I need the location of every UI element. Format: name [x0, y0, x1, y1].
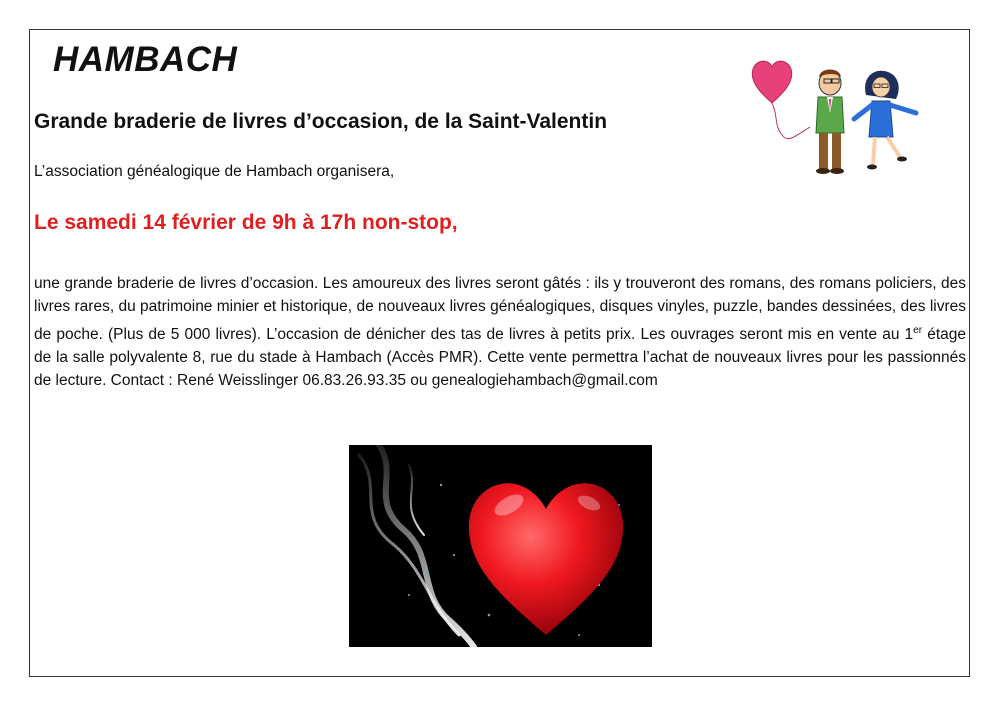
man-figure-icon — [816, 70, 844, 175]
event-date: Le samedi 14 février de 9h à 17h non-stop, — [34, 211, 458, 234]
page-title: HAMBACH — [53, 40, 238, 79]
event-subtitle: Grande braderie de livres d’occasion, de la Saint-Valentin — [34, 110, 608, 133]
intro-text: L’association généalogique de Hambach organisera, — [34, 163, 395, 180]
woman-figure-icon — [854, 71, 916, 170]
ordinal-superscript: er — [913, 324, 923, 336]
description-part-2: étage de la salle polyvalente 8, rue du stade à Hambach (Accès PMR). Cette vente permettra l’achat de nouveaux livres pour les passionnés de lecture. Contact : René Weisslinger 06.83.26.93.35 ou genealogiehambach@gmail.com — [34, 325, 966, 390]
valentine-couple-illustration — [748, 55, 928, 180]
heart-image — [349, 445, 652, 647]
event-description — [34, 272, 966, 393]
heart-balloon-icon — [752, 61, 810, 139]
heart-artwork — [349, 445, 652, 647]
description-part-1: une grande braderie de livres d’occasion. Les amoureux des livres seront gâtés : ils y trouveront des romans, des romans policiers, des livres rares, du patrimoine minier et historique, de nouveaux livres généalogiques, disques vinyles, puzzle, bandes dessinées, des livres de poche. (Plus de 5 000 livres). L’occasion de dénicher des tas de livres à petits prix. Les ouvrages seront mis en vente au 1 — [34, 275, 966, 343]
